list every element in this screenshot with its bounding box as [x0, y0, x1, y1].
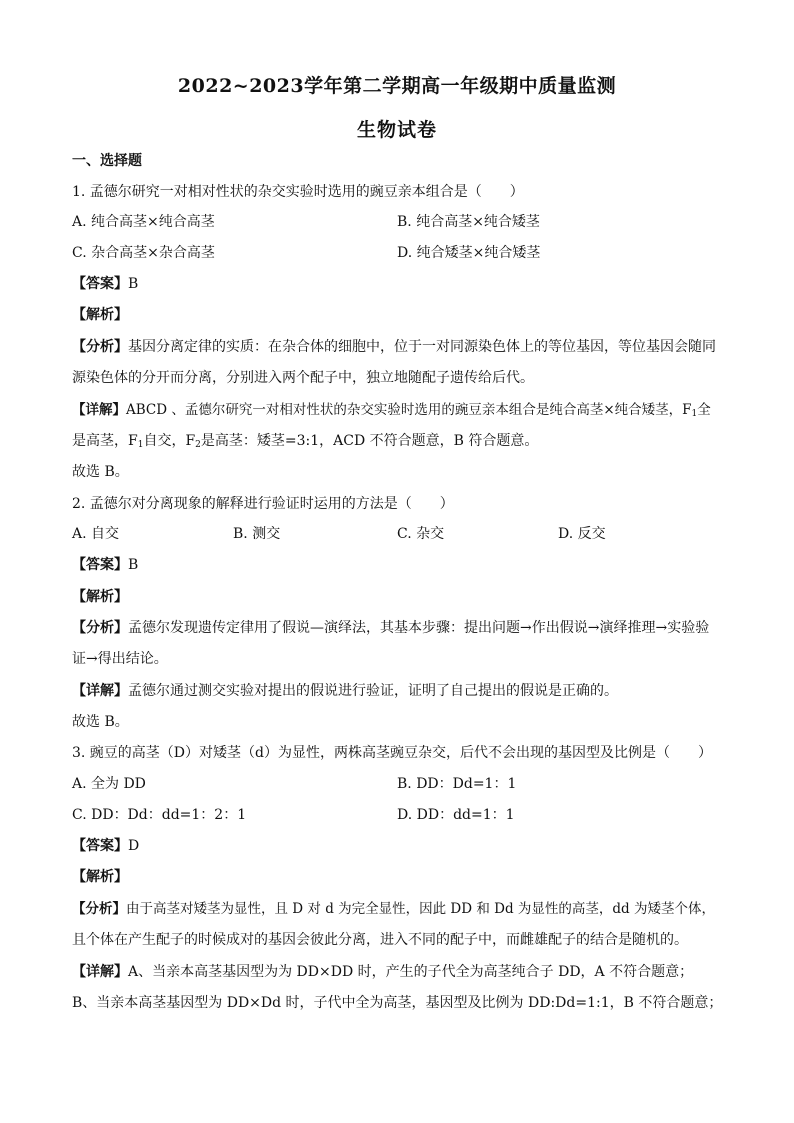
q1-jiexi-label: 【解析】	[72, 307, 128, 323]
answer-label: 【答案】	[72, 276, 128, 292]
q3-option-b: B. DD：Dd=1：1	[397, 776, 517, 792]
fenxi-label: 【分析】	[72, 901, 126, 917]
q2-answer: B	[128, 557, 139, 573]
q1-option-a: A. 纯合高茎×纯合高茎	[72, 214, 215, 230]
q3-jiexi-label: 【解析】	[72, 869, 128, 885]
fenxi-label: 【分析】	[72, 339, 128, 355]
q1-fenxi-line1	[72, 337, 716, 357]
q1-answer-line	[72, 274, 138, 294]
q3-fenxi-text1: 由于高茎对矮茎为显性，且 D 对 d 为完全显性，因此 DD 和 Dd 为显性的高茎，dd 为矮茎个体，	[126, 901, 715, 917]
q1-detail-line1	[72, 400, 711, 420]
q3-option-a: A. 全为 DD	[72, 776, 146, 792]
q1-fenxi-text1: 基因分离定律的实质：在杂合体的细胞中，位于一对同源染色体上的等位基因，等位基因会随同	[128, 339, 716, 355]
q1-conclusion: 故选 B。	[72, 464, 129, 480]
q3-answer-line	[72, 836, 139, 856]
q3-fenxi-line2: 且个体在产生配子的时候成对的基因会彼此分离，进入不同的配子中，而雌雄配子的结合是随机的。	[72, 932, 688, 948]
section-heading: 一、选择题	[72, 153, 142, 169]
q1-detail-text2b: 自交，F	[143, 433, 196, 449]
q3-detail-text1: A、当亲本高茎基因型为为 DD×DD 时，产生的子代全为高茎纯合子 DD，A 不符合题意；	[128, 964, 694, 980]
exam-subtitle: 生物试卷	[356, 119, 437, 141]
q1-option-b: B. 纯合高茎×纯合矮茎	[397, 214, 540, 230]
q3-stem: 3. 豌豆的高茎（D）对矮茎（d）为显性，两株高茎豌豆杂交，后代不会出现的基因型及比例是（ ）	[72, 745, 712, 761]
q3-option-c: C. DD：Dd：dd=1：2：1	[72, 807, 247, 823]
q2-fenxi-line1	[72, 618, 709, 638]
q1-stem: 1. 孟德尔研究一对相对性状的杂交实验时选用的豌豆亲本组合是（ ）	[72, 184, 524, 200]
q1-detail-sub2b: 2	[195, 440, 201, 450]
q2-conclusion: 故选 B。	[72, 714, 129, 730]
xiangjie-label: 【详解】	[72, 683, 128, 699]
q1-detail-line2	[72, 431, 538, 451]
xiangjie-label: 【详解】	[72, 402, 126, 418]
q2-fenxi-line2: 证→得出结论。	[72, 651, 168, 667]
q3-answer: D	[128, 838, 140, 854]
q2-stem: 2. 孟德尔对分离现象的解释进行验证时运用的方法是（ ）	[72, 496, 454, 512]
q2-option-a: A. 自交	[72, 526, 120, 542]
q2-detail-text: 孟德尔通过测交实验对提出的假说进行验证，证明了自己提出的假说是正确的。	[128, 683, 618, 699]
q2-answer-line	[72, 555, 138, 575]
q1-detail-text2c: 是高茎：矮茎=3:1，ACD 不符合题意，B 符合题意。	[200, 433, 539, 449]
answer-label: 【答案】	[72, 838, 128, 854]
q1-answer: B	[128, 276, 139, 292]
q1-detail-sub2a: 1	[137, 440, 144, 450]
q2-fenxi-text1: 孟德尔发现遗传定律用了假说—演绎法，其基本步骤：提出问题→作出假说→演绎推理→实验验	[128, 620, 710, 636]
q2-option-b: B. 测交	[233, 526, 281, 542]
q1-detail-text2a: 是高茎，F	[72, 433, 138, 449]
q1-detail-text1a: ABCD 、孟德尔研究一对相对性状的杂交实验时选用的豌豆亲本组合是纯合高茎×纯合矮茎，F	[126, 402, 692, 418]
q2-jiexi-label: 【解析】	[72, 589, 128, 605]
q3-detail-line2: B、当亲本高茎基因型为 DD×Dd 时，子代中全为高茎，基因型及比例为 DD:Dd=1:1，B 不符合题意；	[72, 995, 723, 1011]
q3-fenxi-line1	[72, 899, 715, 919]
exam-title: 2022~2023学年第二学期高一年级期中质量监测	[177, 75, 617, 97]
q3-detail-line1	[72, 962, 693, 982]
q3-option-d: D. DD：dd=1：1	[397, 807, 515, 823]
q1-detail-sub1: 1	[691, 409, 698, 419]
q2-option-d: D. 反交	[558, 526, 606, 542]
xiangjie-label: 【详解】	[72, 964, 128, 980]
fenxi-label: 【分析】	[72, 620, 128, 636]
q1-fenxi-line2: 源染色体的分开而分离，分别进入两个配子中，独立地随配子遗传给后代。	[72, 370, 534, 386]
q2-detail-line	[72, 681, 618, 701]
q1-detail-text1b: 全	[697, 402, 711, 418]
q2-option-c: C. 杂交	[397, 526, 445, 542]
answer-label: 【答案】	[72, 557, 128, 573]
q1-option-d: D. 纯合矮茎×纯合矮茎	[397, 245, 541, 261]
q1-option-c: C. 杂合高茎×杂合高茎	[72, 245, 215, 261]
